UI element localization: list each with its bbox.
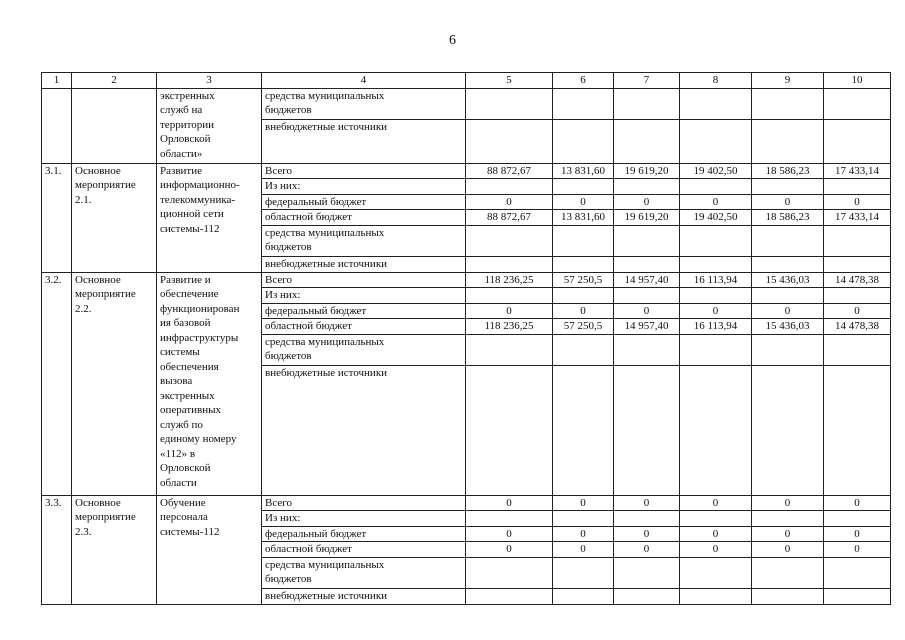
value-cell: 0 bbox=[752, 194, 824, 210]
num-cell: 3.2. bbox=[42, 272, 72, 495]
source-label bbox=[262, 88, 466, 119]
value-cell bbox=[614, 256, 680, 272]
value-cell bbox=[752, 557, 824, 588]
value-cell: 17 433,14 bbox=[824, 163, 891, 179]
name-text: Развитие и обеспечение функционирован ия базовой инфраструктуры системы обеспечения вызова экстренных оперативных служб по единому номеру «112» в Орловской области bbox=[160, 273, 240, 489]
value-cell: 14 478,38 bbox=[824, 319, 891, 335]
value-cell bbox=[553, 511, 614, 527]
value-cell bbox=[752, 256, 824, 272]
value-cell: 0 bbox=[680, 194, 752, 210]
value-cell: 88 872,67 bbox=[466, 163, 553, 179]
source-label bbox=[262, 119, 466, 163]
value-cell bbox=[824, 334, 891, 365]
source-text: внебюджетные источники bbox=[265, 589, 388, 602]
source-label bbox=[262, 334, 466, 365]
value-cell bbox=[614, 88, 680, 119]
value-cell: 0 bbox=[680, 542, 752, 558]
source-label bbox=[262, 511, 466, 527]
name-cell bbox=[157, 88, 262, 163]
value-cell bbox=[752, 511, 824, 527]
value-cell bbox=[752, 288, 824, 304]
value-cell bbox=[614, 119, 680, 163]
value-cell: 0 bbox=[553, 526, 614, 542]
value-cell bbox=[553, 288, 614, 304]
source-text: федеральный бюджет bbox=[265, 195, 367, 208]
value-cell bbox=[752, 119, 824, 163]
value-cell bbox=[466, 334, 553, 365]
name-text: экстренных служб на территории Орловской области» bbox=[160, 89, 215, 160]
value-cell bbox=[466, 588, 553, 604]
source-label bbox=[262, 526, 466, 542]
value-cell bbox=[466, 119, 553, 163]
value-cell: 14 957,40 bbox=[614, 319, 680, 335]
table-row bbox=[42, 163, 891, 179]
value-cell bbox=[680, 557, 752, 588]
value-cell bbox=[824, 365, 891, 495]
value-cell: 19 402,50 bbox=[680, 210, 752, 226]
value-cell bbox=[824, 288, 891, 304]
value-cell bbox=[614, 334, 680, 365]
source-label bbox=[262, 495, 466, 511]
value-cell: 16 113,94 bbox=[680, 272, 752, 288]
value-cell: 0 bbox=[614, 194, 680, 210]
value-cell: 0 bbox=[824, 495, 891, 511]
value-cell: 0 bbox=[680, 303, 752, 319]
type-text: Основное мероприятие 2.2. bbox=[75, 273, 136, 315]
value-cell bbox=[752, 179, 824, 195]
value-cell: 15 436,03 bbox=[752, 319, 824, 335]
value-cell bbox=[824, 88, 891, 119]
value-cell: 19 402,50 bbox=[680, 163, 752, 179]
source-text: внебюджетные источники bbox=[265, 120, 388, 133]
value-cell bbox=[680, 365, 752, 495]
value-cell bbox=[680, 88, 752, 119]
value-cell: 0 bbox=[466, 542, 553, 558]
value-cell: 14 957,40 bbox=[614, 272, 680, 288]
value-cell bbox=[752, 365, 824, 495]
header-cell: 1 bbox=[42, 73, 72, 89]
value-cell: 13 831,60 bbox=[553, 163, 614, 179]
value-cell: 19 619,20 bbox=[614, 163, 680, 179]
value-cell: 16 113,94 bbox=[680, 319, 752, 335]
type-text: Основное мероприятие 2.3. bbox=[75, 496, 136, 538]
header-cell: 3 bbox=[157, 73, 262, 89]
budget-table bbox=[41, 72, 891, 605]
value-cell: 88 872,67 bbox=[466, 210, 553, 226]
value-cell: 0 bbox=[553, 303, 614, 319]
source-text: средства муниципальных бюджетов bbox=[265, 226, 385, 253]
type-cell bbox=[72, 163, 157, 272]
source-text: Всего bbox=[265, 496, 292, 509]
num-cell: 3.1. bbox=[42, 163, 72, 272]
value-cell bbox=[553, 225, 614, 256]
header-cell: 9 bbox=[752, 73, 824, 89]
value-cell bbox=[553, 88, 614, 119]
value-cell bbox=[824, 557, 891, 588]
source-label bbox=[262, 194, 466, 210]
source-text: федеральный бюджет bbox=[265, 527, 367, 540]
value-cell: 0 bbox=[614, 526, 680, 542]
value-cell: 118 236,25 bbox=[466, 272, 553, 288]
header-row bbox=[42, 73, 891, 89]
value-cell: 0 bbox=[553, 194, 614, 210]
value-cell bbox=[466, 179, 553, 195]
value-cell: 0 bbox=[466, 526, 553, 542]
value-cell bbox=[614, 557, 680, 588]
value-cell bbox=[680, 511, 752, 527]
value-cell bbox=[466, 511, 553, 527]
source-text: Из них: bbox=[265, 512, 301, 524]
source-label bbox=[262, 272, 466, 288]
value-cell bbox=[680, 288, 752, 304]
value-cell bbox=[614, 225, 680, 256]
source-label bbox=[262, 542, 466, 558]
source-text: средства муниципальных бюджетов bbox=[265, 335, 385, 362]
source-label bbox=[262, 288, 466, 304]
value-cell: 0 bbox=[824, 526, 891, 542]
header-cell: 4 bbox=[262, 73, 466, 89]
value-cell bbox=[824, 588, 891, 604]
source-text: областной бюджет bbox=[265, 543, 352, 555]
source-label bbox=[262, 557, 466, 588]
type-cell bbox=[72, 88, 157, 163]
value-cell bbox=[680, 334, 752, 365]
value-cell bbox=[553, 334, 614, 365]
value-cell: 118 236,25 bbox=[466, 319, 553, 335]
value-cell bbox=[553, 119, 614, 163]
table-row bbox=[42, 88, 891, 119]
value-cell bbox=[466, 256, 553, 272]
value-cell bbox=[752, 588, 824, 604]
value-cell bbox=[614, 588, 680, 604]
header-cell: 8 bbox=[680, 73, 752, 89]
value-cell: 0 bbox=[752, 303, 824, 319]
value-cell: 18 586,23 bbox=[752, 163, 824, 179]
value-cell: 0 bbox=[553, 495, 614, 511]
value-cell bbox=[553, 365, 614, 495]
value-cell: 0 bbox=[752, 542, 824, 558]
value-cell: 0 bbox=[466, 194, 553, 210]
table-row bbox=[42, 495, 891, 511]
type-cell bbox=[72, 495, 157, 604]
value-cell: 15 436,03 bbox=[752, 272, 824, 288]
value-cell bbox=[553, 179, 614, 195]
value-cell: 0 bbox=[466, 495, 553, 511]
table-body bbox=[42, 73, 891, 605]
value-cell: 0 bbox=[752, 495, 824, 511]
source-text: областной бюджет bbox=[265, 320, 352, 332]
value-cell: 0 bbox=[752, 526, 824, 542]
value-cell bbox=[752, 88, 824, 119]
source-label bbox=[262, 179, 466, 195]
value-cell: 0 bbox=[680, 526, 752, 542]
value-cell: 57 250,5 bbox=[553, 319, 614, 335]
type-cell bbox=[72, 272, 157, 495]
value-cell bbox=[614, 288, 680, 304]
value-cell bbox=[680, 179, 752, 195]
header-cell: 2 bbox=[72, 73, 157, 89]
source-label bbox=[262, 588, 466, 604]
value-cell bbox=[680, 588, 752, 604]
value-cell: 0 bbox=[824, 303, 891, 319]
value-cell: 57 250,5 bbox=[553, 272, 614, 288]
source-label bbox=[262, 256, 466, 272]
header-cell: 10 bbox=[824, 73, 891, 89]
source-text: Из них: bbox=[265, 180, 301, 192]
source-text: внебюджетные источники bbox=[265, 366, 388, 379]
source-text: федеральный бюджет bbox=[265, 304, 367, 317]
header-cell: 7 bbox=[614, 73, 680, 89]
value-cell: 0 bbox=[466, 303, 553, 319]
value-cell bbox=[752, 334, 824, 365]
source-text: областной бюджет bbox=[265, 211, 352, 223]
value-cell bbox=[824, 511, 891, 527]
value-cell bbox=[614, 179, 680, 195]
page-number: 6 bbox=[449, 33, 456, 48]
value-cell: 0 bbox=[680, 495, 752, 511]
source-label bbox=[262, 303, 466, 319]
value-cell bbox=[553, 557, 614, 588]
value-cell: 0 bbox=[614, 542, 680, 558]
value-cell bbox=[466, 225, 553, 256]
name-cell bbox=[157, 163, 262, 272]
header-cell: 5 bbox=[466, 73, 553, 89]
value-cell bbox=[614, 365, 680, 495]
value-cell bbox=[466, 365, 553, 495]
source-text: Из них: bbox=[265, 289, 301, 301]
name-cell bbox=[157, 272, 262, 495]
source-label bbox=[262, 319, 466, 335]
source-text: средства муниципальных бюджетов bbox=[265, 89, 385, 116]
value-cell bbox=[680, 225, 752, 256]
value-cell bbox=[824, 179, 891, 195]
source-label bbox=[262, 210, 466, 226]
value-cell bbox=[466, 288, 553, 304]
value-cell bbox=[680, 256, 752, 272]
value-cell: 14 478,38 bbox=[824, 272, 891, 288]
value-cell bbox=[614, 511, 680, 527]
source-text: внебюджетные источники bbox=[265, 257, 388, 270]
name-text: Развитие информационно- телекоммуника- ционной сети системы-112 bbox=[160, 164, 240, 235]
name-text: Обучение персонала системы-112 bbox=[160, 496, 220, 538]
value-cell bbox=[466, 88, 553, 119]
value-cell: 0 bbox=[614, 495, 680, 511]
type-text: Основное мероприятие 2.1. bbox=[75, 164, 136, 206]
value-cell bbox=[466, 557, 553, 588]
name-cell bbox=[157, 495, 262, 604]
value-cell bbox=[824, 256, 891, 272]
value-cell: 19 619,20 bbox=[614, 210, 680, 226]
value-cell bbox=[680, 119, 752, 163]
value-cell: 18 586,23 bbox=[752, 210, 824, 226]
value-cell: 0 bbox=[824, 542, 891, 558]
value-cell: 0 bbox=[553, 542, 614, 558]
value-cell bbox=[553, 588, 614, 604]
value-cell: 0 bbox=[614, 303, 680, 319]
source-text: средства муниципальных бюджетов bbox=[265, 558, 385, 585]
value-cell: 13 831,60 bbox=[553, 210, 614, 226]
value-cell bbox=[824, 119, 891, 163]
source-label bbox=[262, 365, 466, 495]
source-text: Всего bbox=[265, 164, 292, 177]
num-cell: 3.3. bbox=[42, 495, 72, 604]
num-cell bbox=[42, 88, 72, 163]
value-cell bbox=[824, 225, 891, 256]
table-row bbox=[42, 272, 891, 288]
header-cell: 6 bbox=[553, 73, 614, 89]
value-cell: 17 433,14 bbox=[824, 210, 891, 226]
source-label bbox=[262, 225, 466, 256]
value-cell bbox=[752, 225, 824, 256]
value-cell bbox=[553, 256, 614, 272]
value-cell: 0 bbox=[824, 194, 891, 210]
source-text: Всего bbox=[265, 273, 292, 286]
source-label bbox=[262, 163, 466, 179]
